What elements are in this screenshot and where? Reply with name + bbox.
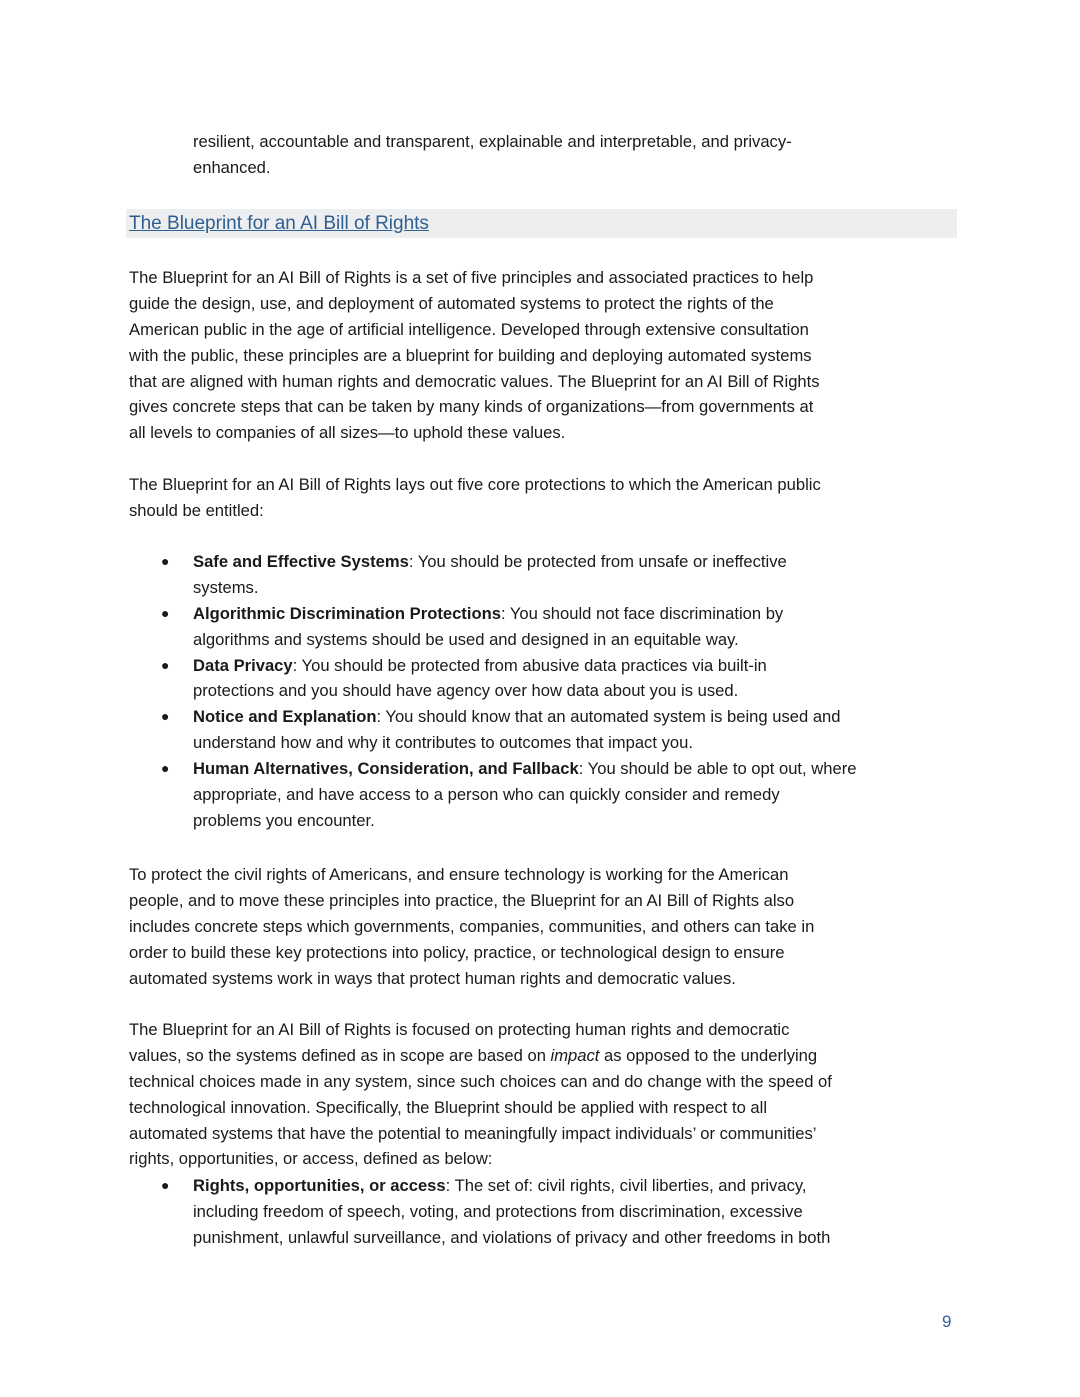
bullet-icon: ● xyxy=(161,708,170,725)
page-number: 9 xyxy=(942,1312,952,1331)
text: The Blueprint for an AI Bill of Rights is a set of five principles and associated practices to help xyxy=(129,268,814,287)
list-item xyxy=(129,756,959,834)
list-item xyxy=(129,704,959,756)
paragraph xyxy=(129,1017,959,1172)
text-line xyxy=(129,862,959,888)
text: people, and to move these principles into practice, the Blueprint for an AI Bill of Rights also xyxy=(129,890,795,910)
text: algorithms and systems should be used and designed in an equitable way. xyxy=(193,629,739,649)
text: all levels to companies of all sizes—to uphold these values. xyxy=(129,423,566,443)
text: that are aligned with human rights and democratic values. The Blueprint for an AI Bill of Rights xyxy=(129,371,820,391)
text-line xyxy=(129,369,959,395)
bold-text: Rights, opportunities, or access xyxy=(193,1176,446,1195)
bullet-icon: ● xyxy=(161,760,170,777)
text: technical choices made in any system, since such choices can and do change with the speed of xyxy=(129,1071,832,1091)
text-line xyxy=(129,129,959,155)
text: systems. xyxy=(193,577,259,597)
text: should be entitled: xyxy=(129,500,264,520)
text-line xyxy=(129,1146,959,1172)
text: includes concrete steps which governments, companies, communities, and others can take in xyxy=(129,916,815,936)
text-line xyxy=(129,1199,959,1225)
bullet-icon: ● xyxy=(161,656,170,673)
text: : You should be protected from unsafe or ineffective xyxy=(408,552,787,571)
section-heading-link[interactable]: The Blueprint for an AI Bill of Rights xyxy=(129,213,429,234)
text-line xyxy=(129,601,959,627)
text-line xyxy=(129,155,959,181)
text: rights, opportunities, or access, defined as below: xyxy=(129,1149,493,1169)
text: The Blueprint for an AI Bill of Rights lays out five core protections to which the American public xyxy=(129,475,821,494)
paragraph xyxy=(129,265,959,446)
bold-text: Algorithmic Discrimination Protections xyxy=(193,603,501,623)
text: values, so the systems defined as in scope are based on xyxy=(129,1045,551,1065)
text: enhanced. xyxy=(193,157,271,177)
text-line xyxy=(129,704,959,730)
text-line xyxy=(129,678,959,704)
text: guide the design, use, and deployment of automated systems to protect the rights of the xyxy=(129,293,774,313)
text-line xyxy=(129,1017,959,1043)
text: technological innovation. Specifically, the Blueprint should be applied with respect to all xyxy=(129,1097,768,1117)
text-line xyxy=(129,498,959,524)
list-item xyxy=(129,549,959,601)
paragraph xyxy=(129,862,959,991)
text: understand how and why it contributes to outcomes that impact you. xyxy=(193,733,693,753)
text-line xyxy=(129,549,959,575)
list-item xyxy=(129,653,959,705)
text-line xyxy=(129,575,959,601)
text-line xyxy=(129,730,959,756)
bullet-list xyxy=(129,1173,959,1251)
text: as opposed to the underlying xyxy=(599,1045,818,1065)
text: : You should not face discrimination by xyxy=(500,603,784,623)
bold-text: Notice and Explanation xyxy=(193,707,377,727)
text-line xyxy=(129,627,959,653)
text-line xyxy=(129,317,959,343)
text-line xyxy=(129,782,959,808)
bold-text: Human Alternatives, Consideration, and Fallback xyxy=(193,759,579,779)
text-line xyxy=(129,914,959,940)
text-line xyxy=(129,1225,959,1251)
bold-text: Data Privacy xyxy=(193,655,293,675)
text: appropriate, and have access to a person who can quickly consider and remedy xyxy=(193,785,780,805)
text: including freedom of speech, voting, and protections from discrimination, excessive xyxy=(193,1201,803,1221)
text: order to build these key protections into policy, practice, or technological design to ensure xyxy=(129,942,785,962)
text-line xyxy=(129,756,959,782)
text-line xyxy=(129,291,959,317)
paragraph xyxy=(129,472,959,524)
text-line xyxy=(129,1173,959,1199)
text: : You should be protected from abusive data practices via built-in xyxy=(292,655,767,675)
text: automated systems work in ways that protect human rights and democratic values. xyxy=(129,968,736,988)
paragraph xyxy=(129,129,959,181)
text-line xyxy=(129,940,959,966)
text-line xyxy=(129,265,959,291)
bullet-icon: ● xyxy=(161,604,170,621)
text-line xyxy=(129,888,959,914)
bullet-icon: ● xyxy=(161,553,170,569)
text-line xyxy=(129,1043,959,1069)
text-line xyxy=(129,808,959,834)
text: resilient, accountable and transparent, explainable and interpretable, and privacy- xyxy=(193,132,792,151)
bullet-list xyxy=(129,549,959,834)
text-line xyxy=(129,653,959,679)
text: : You should know that an automated system is being used and xyxy=(376,707,841,727)
text-line xyxy=(129,420,959,446)
text-line xyxy=(129,1121,959,1147)
text-line xyxy=(129,343,959,369)
bold-text: Safe and Effective Systems xyxy=(193,552,409,571)
text: automated systems that have the potential to meaningfully impact individuals’ or communities’ xyxy=(129,1123,817,1143)
text-line xyxy=(129,394,959,420)
text-line xyxy=(129,966,959,992)
text-line xyxy=(129,1095,959,1121)
italic-text: impact xyxy=(550,1045,600,1065)
text: gives concrete steps that can be taken by many kinds of organizations—from governments at xyxy=(129,397,814,417)
text: with the public, these principles are a blueprint for building and deploying automated systems xyxy=(129,345,812,365)
text: protections and you should have agency over how data about you is used. xyxy=(193,681,739,701)
text: : The set of: civil rights, civil liberties, and privacy, xyxy=(445,1176,807,1195)
text: punishment, unlawful surveillance, and violations of privacy and other freedoms in both xyxy=(193,1227,831,1247)
list-item xyxy=(129,1173,959,1251)
list-item xyxy=(129,601,959,653)
bullet-icon: ● xyxy=(161,1177,170,1193)
text: The Blueprint for an AI Bill of Rights is focused on protecting human rights and democratic xyxy=(129,1020,790,1039)
text: To protect the civil rights of Americans, and ensure technology is working for the American xyxy=(129,865,789,884)
text: problems you encounter. xyxy=(193,810,375,830)
text: : You should be able to opt out, where xyxy=(578,759,857,779)
text-line xyxy=(129,1069,959,1095)
text: American public in the age of artificial intelligence. Developed through extensive consultation xyxy=(129,319,809,339)
text-line xyxy=(129,472,959,498)
